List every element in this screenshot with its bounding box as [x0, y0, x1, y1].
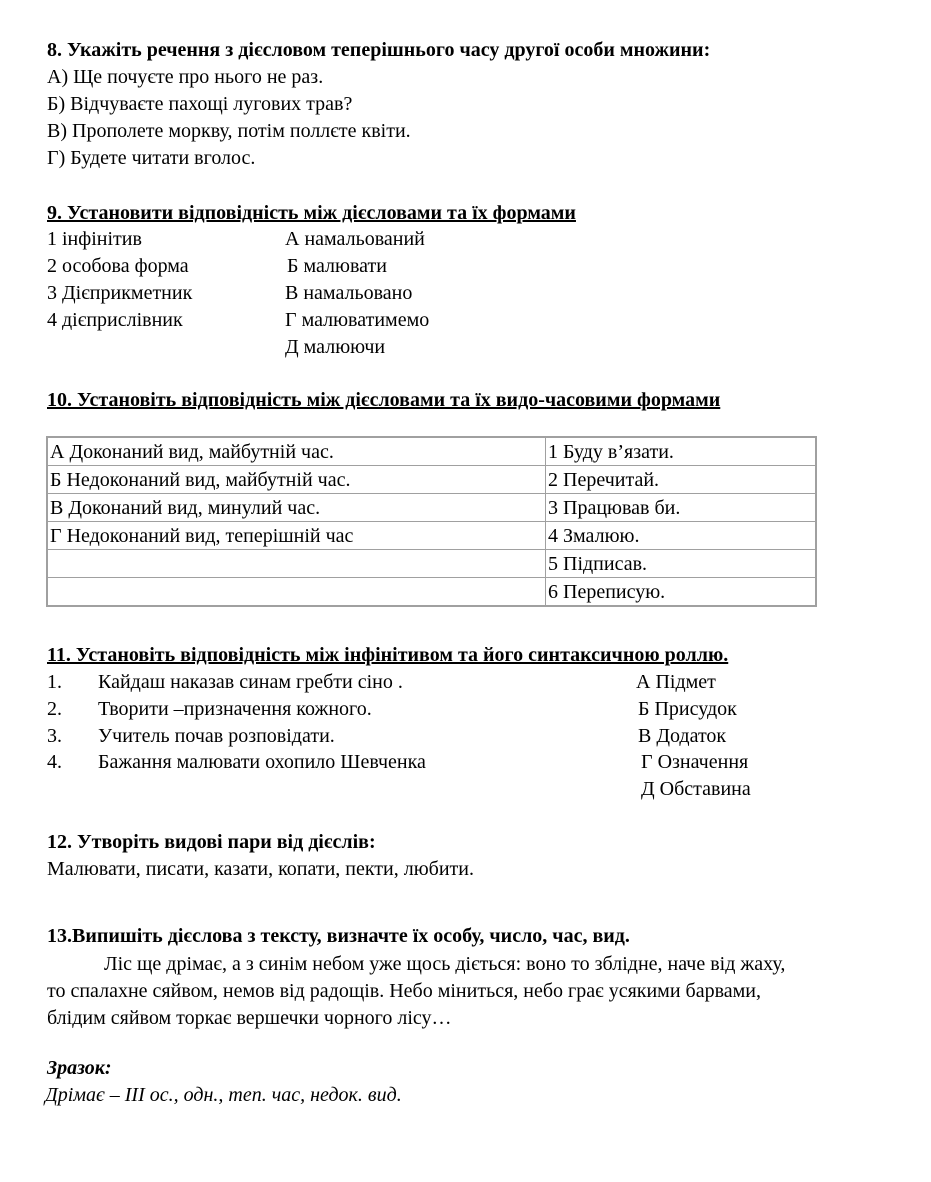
- q11-role: Д Обставина: [641, 778, 751, 800]
- table-row: [47, 437, 816, 466]
- q9-right-item: Б малювати: [287, 255, 387, 277]
- table-cell: 1 Буду в’язати.: [546, 437, 817, 466]
- q13-text-line: блідим сяйвом торкає вершечки чорного лісу…: [47, 1007, 452, 1029]
- table-row: [47, 522, 816, 550]
- q8-option: Г) Будете читати вголос.: [47, 147, 256, 169]
- q13-title: 13.Випишіть дієслова з тексту, визначте їх особу, число, час, вид.: [47, 925, 630, 947]
- table-row: [47, 466, 816, 494]
- q8-title: 8. Укажіть речення з дієсловом теперішнього часу другої особи множини:: [47, 39, 711, 61]
- q11-num: 2.: [47, 698, 62, 720]
- q9-title: 9. Установити відповідність між дієсловами та їх формами: [47, 202, 576, 224]
- q11-sentence: Творити –призначення кожного.: [98, 698, 372, 720]
- table-row: [47, 494, 816, 522]
- q12-text: Малювати, писати, казати, копати, пекти, любити.: [47, 858, 474, 880]
- table-cell: [47, 578, 546, 607]
- q11-num: 3.: [47, 725, 62, 747]
- q13-text-line: Ліс ще дрімає, а з синім небом уже щось діється: воно то зблідне, наче від жаху,: [104, 953, 786, 975]
- q11-sentence: Кайдаш наказав синам гребти сіно .: [98, 671, 403, 693]
- q12-title: 12. Утворіть видові пари від дієслів:: [47, 831, 376, 853]
- table-cell: В Доконаний вид, минулий час.: [47, 494, 546, 522]
- q11-role: В Додаток: [638, 725, 727, 747]
- q13-text-line: то спалахне сяйвом, немов від радощів. Небо міниться, небо грає усякими барвами,: [47, 980, 762, 1002]
- q9-left-item: 4 дієприслівник: [47, 309, 183, 331]
- q11-num: 1.: [47, 671, 62, 693]
- table-row: [47, 578, 816, 607]
- q9-right-item: Г малюватимемо: [285, 309, 430, 331]
- q10-table: [46, 436, 817, 607]
- q8-option: А) Ще почуєте про нього не раз.: [47, 66, 324, 88]
- table-cell: 2 Перечитай.: [546, 466, 817, 494]
- q11-role: Б Присудок: [638, 698, 737, 720]
- sample-text: Дрімає – ІІІ ос., одн., теп. час, недок. вид.: [45, 1084, 402, 1106]
- sample-label: Зразок:: [47, 1057, 112, 1079]
- q11-num: 4.: [47, 751, 62, 773]
- q9-left-item: 3 Дієприкметник: [47, 282, 193, 304]
- q9-right-item: В намальовано: [285, 282, 413, 304]
- table-row: [47, 550, 816, 578]
- q9-right-item: А намальований: [285, 228, 425, 250]
- table-cell: [47, 550, 546, 578]
- q11-title: 11. Установіть відповідність між інфінітивом та його синтаксичною роллю.: [47, 644, 729, 666]
- q11-role: Г Означення: [641, 751, 749, 773]
- table-cell: А Доконаний вид, майбутній час.: [47, 437, 546, 466]
- q11-sentence: Учитель почав розповідати.: [98, 725, 335, 747]
- q11-sentence: Бажання малювати охопило Шевченка: [98, 751, 426, 773]
- table-cell: Б Недоконаний вид, майбутній час.: [47, 466, 546, 494]
- q10-title: 10. Установіть відповідність між дієсловами та їх видо-часовими формами: [47, 389, 721, 411]
- q8-option: В) Прополете моркву, потім поллєте квіти.: [47, 120, 411, 142]
- q8-option: Б) Відчуваєте пахощі лугових трав?: [47, 93, 353, 115]
- q9-left-item: 2 особова форма: [47, 255, 189, 277]
- table-cell: 6 Переписую.: [546, 578, 817, 607]
- table-cell: Г Недоконаний вид, теперішній час: [47, 522, 546, 550]
- q9-left-item: 1 інфінітив: [47, 228, 142, 250]
- table-cell: 5 Підписав.: [546, 550, 817, 578]
- q9-right-item: Д малюючи: [285, 336, 386, 358]
- q11-role: А Підмет: [636, 671, 716, 693]
- table-cell: 3 Працював би.: [546, 494, 817, 522]
- table-cell: 4 Змалюю.: [546, 522, 817, 550]
